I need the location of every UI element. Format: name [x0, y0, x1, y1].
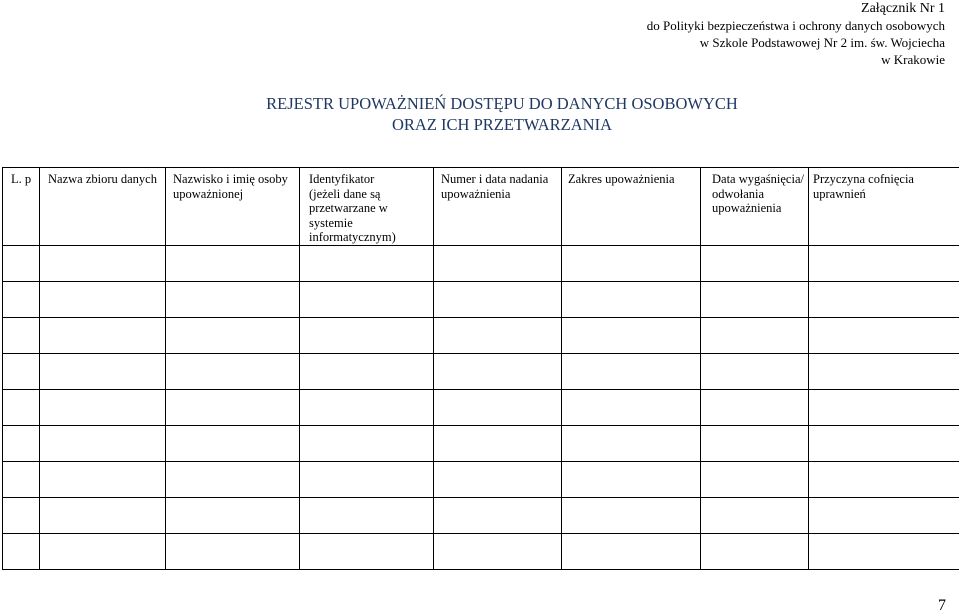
attachment-city-line: w Krakowie: [881, 52, 945, 67]
header-text: Przyczyna cofnięcia: [813, 172, 914, 186]
table-cell: [434, 461, 562, 497]
table-cell: [809, 245, 959, 281]
header-text: uprawnień: [813, 186, 866, 201]
table-cell: [562, 245, 701, 281]
table-cell: [562, 353, 701, 389]
table-cell: [562, 533, 701, 569]
table-row: [3, 497, 959, 533]
table-cell: [166, 353, 300, 389]
header-text: odwołania: [712, 186, 765, 201]
attachment-header: [647, 0, 945, 68]
table-cell: [562, 317, 701, 353]
table-cell: [3, 281, 40, 317]
header-cell-identifier: [300, 168, 434, 246]
table-cell: [434, 353, 562, 389]
header-text: upoważnienia: [712, 201, 782, 215]
table-cell: [40, 389, 166, 425]
table-cell: [701, 281, 809, 317]
table-cell: [40, 281, 166, 317]
table-cell: [300, 281, 434, 317]
table-cell: [3, 353, 40, 389]
table-cell: [40, 497, 166, 533]
header-text: systemie: [309, 215, 353, 230]
header-text: Numer i data nadania: [441, 172, 549, 186]
header-text: L. p: [11, 172, 32, 186]
table-cell: [809, 353, 959, 389]
header-cell-authorization-number-date: [434, 168, 562, 246]
table-cell: [166, 281, 300, 317]
table-cell: [166, 533, 300, 569]
table-cell: [809, 461, 959, 497]
table-cell: [434, 317, 562, 353]
table-cell: [434, 533, 562, 569]
table-cell: [809, 281, 959, 317]
header-text: informatycznym): [309, 230, 396, 244]
table-row: [3, 317, 959, 353]
table-cell: [300, 533, 434, 569]
table-cell: [300, 317, 434, 353]
authorization-register-table: [2, 167, 959, 570]
table-cell: [434, 497, 562, 533]
table-cell: [434, 245, 562, 281]
table-cell: [300, 245, 434, 281]
header-text: (jeżeli dane są: [309, 186, 381, 201]
table-cell: [166, 461, 300, 497]
table-cell: [701, 497, 809, 533]
header-cell-expiry-date: [701, 168, 809, 246]
table-row: [3, 353, 959, 389]
table-cell: [166, 317, 300, 353]
table-row: [3, 461, 959, 497]
header-text: upoważnionej: [173, 186, 244, 201]
table-cell: [701, 245, 809, 281]
table-cell: [40, 353, 166, 389]
table-cell: [300, 461, 434, 497]
attachment-number: Załącznik Nr 1: [861, 1, 945, 16]
header-cell-authorized-person: [166, 168, 300, 246]
table-row: [3, 425, 959, 461]
table-cell: [3, 317, 40, 353]
header-text: Nazwisko i imię osoby: [173, 172, 288, 186]
table-cell: [809, 533, 959, 569]
table-cell: [40, 425, 166, 461]
table-cell: [3, 425, 40, 461]
table-cell: [562, 497, 701, 533]
table-row: [3, 281, 959, 317]
table-row: [3, 533, 959, 569]
table-cell: [300, 389, 434, 425]
table-cell: [809, 317, 959, 353]
table-cell: [40, 533, 166, 569]
table-cell: [701, 353, 809, 389]
table-cell: [434, 281, 562, 317]
attachment-policy-line: do Polityki bezpieczeństwa i ochrony danych osobowych: [646, 18, 945, 33]
table-cell: [3, 461, 40, 497]
table-cell: [562, 425, 701, 461]
table-cell: [701, 389, 809, 425]
attachment-school-line: w Szkole Podstawowej Nr 2 im. św. Wojciecha: [699, 35, 945, 50]
table-cell: [809, 389, 959, 425]
header-text: upoważnienia: [441, 186, 511, 201]
table-cell: [40, 317, 166, 353]
table-cell: [166, 245, 300, 281]
table-cell: [701, 461, 809, 497]
header-cell-ordinal: [3, 168, 40, 246]
table-cell: [562, 389, 701, 425]
table-cell: [3, 497, 40, 533]
table-header-row: [3, 168, 959, 246]
header-text: Identyfikator: [309, 172, 375, 186]
table-cell: [40, 245, 166, 281]
table-cell: [701, 425, 809, 461]
header-cell-dataset-name: [40, 168, 166, 246]
table-cell: [300, 353, 434, 389]
table-row: [3, 245, 959, 281]
table-cell: [809, 497, 959, 533]
header-text: Nazwa zbioru danych: [48, 172, 157, 186]
table-cell: [434, 425, 562, 461]
table-cell: [562, 281, 701, 317]
table-row: [3, 389, 959, 425]
table-cell: [701, 533, 809, 569]
table-cell: [300, 425, 434, 461]
table-cell: [40, 461, 166, 497]
header-cell-authorization-scope: [562, 168, 701, 246]
header-text: Data wygaśnięcia/: [712, 172, 804, 186]
document-title: [0, 93, 959, 135]
document-title-line-1: REJESTR UPOWAŻNIEŃ DOSTĘPU DO DANYCH OSOBOWYCH: [266, 94, 738, 113]
table-cell: [809, 425, 959, 461]
table-body: [3, 245, 959, 569]
table-cell: [701, 317, 809, 353]
page-number: 7: [938, 597, 946, 614]
document-title-line-2: ORAZ ICH PRZETWARZANIA: [392, 115, 612, 134]
header-text: Zakres upoważnienia: [568, 172, 675, 186]
table-cell: [300, 497, 434, 533]
table-cell: [562, 461, 701, 497]
table-cell: [3, 389, 40, 425]
table-cell: [3, 245, 40, 281]
table-cell: [166, 497, 300, 533]
table-cell: [166, 389, 300, 425]
table-cell: [3, 533, 40, 569]
header-cell-revocation-reason: [809, 168, 959, 246]
table-cell: [434, 389, 562, 425]
header-text: przetwarzane w: [309, 201, 388, 215]
table-cell: [166, 425, 300, 461]
